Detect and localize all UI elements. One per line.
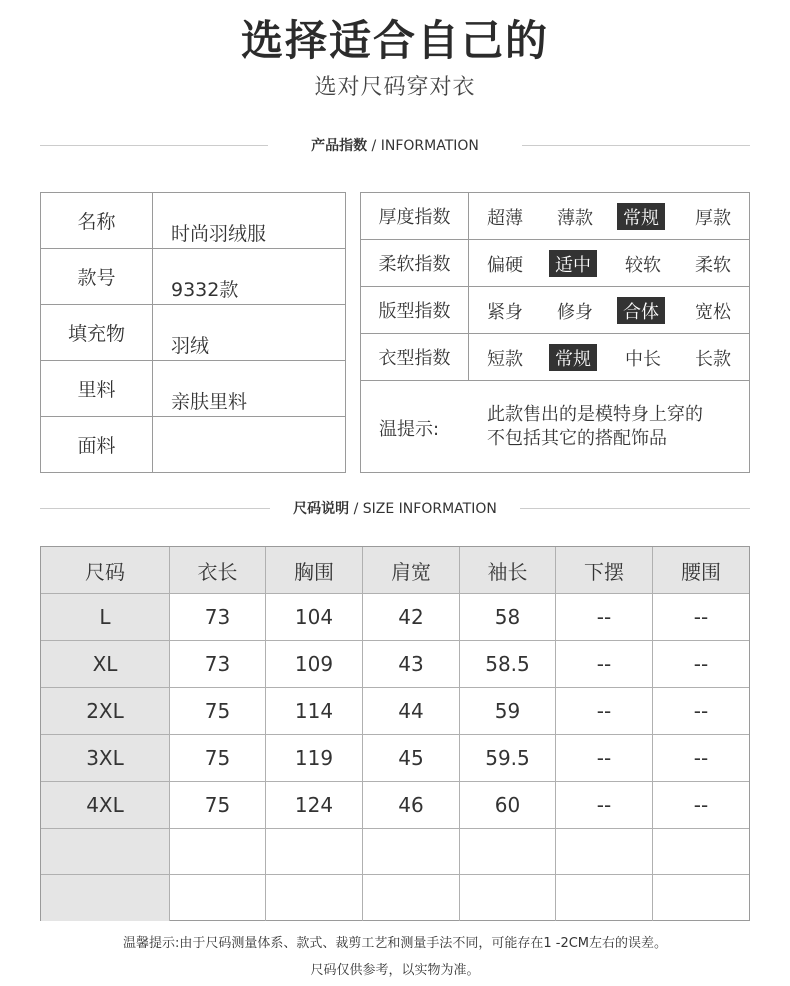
product-section-title-en: / INFORMATION [367, 138, 479, 154]
table-cell [41, 875, 170, 921]
footer-note: 温馨提示:由于尺码测量体系、款式、裁剪工艺和测量手法不同，可能存在1 -2CM左右的误差。 [122, 936, 668, 951]
info-row-lining [41, 361, 345, 417]
index-option-selected: 常规 [549, 344, 597, 371]
index-option: 厚款 [695, 207, 731, 229]
table-cell: -- [556, 782, 653, 828]
footer-reference-note: 尺码仅供参考，以实物为准。 [310, 963, 480, 978]
table-row [41, 782, 749, 829]
table-cell [41, 829, 170, 874]
info-label: 名称 [41, 193, 153, 248]
info-row-style-no [41, 249, 345, 305]
index-row-softness [361, 240, 749, 287]
index-option-selected: 常规 [617, 203, 665, 230]
table-cell [460, 875, 556, 921]
table-cell [266, 829, 363, 874]
table-cell [556, 829, 653, 874]
info-value: 羽绒 [171, 335, 210, 357]
table-cell: -- [693, 652, 709, 676]
index-label: 版型指数 [361, 287, 469, 333]
size-section-header [40, 498, 750, 520]
table-cell [363, 875, 460, 921]
table-header-cell: 胸围 [266, 547, 363, 593]
table-cell: 59 [460, 688, 556, 734]
table-cell: 104 [266, 594, 363, 640]
info-row-fabric [41, 417, 345, 472]
page-subtitle: 选对尺码穿对衣 [314, 75, 476, 100]
table-cell: -- [693, 605, 709, 629]
table-cell: 58.5 [460, 641, 556, 687]
index-option: 偏硬 [487, 254, 523, 276]
table-header-row [41, 547, 749, 594]
product-section-title-cn: 产品指数 [311, 138, 368, 154]
info-label: 填充物 [41, 305, 153, 360]
tip-line-2: 不包括其它的搭配饰品 [487, 428, 667, 449]
table-cell [363, 829, 460, 874]
table-cell [170, 829, 266, 874]
table-cell: 45 [363, 735, 460, 781]
table-row [41, 594, 749, 641]
table-cell: 46 [363, 782, 460, 828]
table-row [41, 688, 749, 735]
index-option: 超薄 [487, 207, 523, 229]
table-cell: -- [556, 735, 653, 781]
table-cell: -- [556, 688, 653, 734]
index-option: 短款 [487, 348, 523, 370]
info-label: 面料 [41, 417, 153, 472]
table-cell: -- [556, 594, 653, 640]
table-cell: 73 [170, 641, 266, 687]
product-index-table [360, 192, 750, 473]
product-section-header [40, 135, 750, 157]
table-cell: 119 [266, 735, 363, 781]
size-table [40, 546, 750, 921]
index-option: 紧身 [487, 301, 523, 323]
table-cell: L [41, 594, 170, 640]
info-value: 时尚羽绒服 [171, 223, 267, 245]
table-cell [556, 875, 653, 921]
table-cell: 42 [363, 594, 460, 640]
table-cell: 3XL [41, 735, 170, 781]
index-option: 薄款 [557, 207, 593, 229]
index-label: 柔软指数 [361, 240, 469, 286]
table-cell: 75 [170, 688, 266, 734]
index-option-selected: 合体 [617, 297, 665, 324]
index-row-thickness [361, 193, 749, 240]
index-option: 长款 [695, 348, 731, 370]
table-cell [653, 875, 749, 921]
index-option-selected: 适中 [549, 250, 597, 277]
index-option: 修身 [557, 301, 593, 323]
size-section-title-en: / SIZE INFORMATION [349, 501, 497, 517]
table-header-cell: 衣长 [170, 547, 266, 593]
info-row-name [41, 193, 345, 249]
index-option: 较软 [625, 254, 661, 276]
table-cell: 44 [363, 688, 460, 734]
table-header-cell: 肩宽 [363, 547, 460, 593]
table-row [41, 829, 749, 875]
table-header-cell: 下摆 [556, 547, 653, 593]
table-cell: -- [556, 641, 653, 687]
table-cell: 58 [460, 594, 556, 640]
table-header-cell: 尺码 [41, 547, 170, 593]
index-label: 厚度指数 [361, 193, 469, 239]
table-cell [653, 829, 749, 874]
table-cell: 60 [460, 782, 556, 828]
table-cell: 43 [363, 641, 460, 687]
page-title: 选择适合自己的 [240, 16, 549, 65]
table-cell: 124 [266, 782, 363, 828]
table-cell [170, 875, 266, 921]
index-row-fit [361, 287, 749, 334]
tip-text [487, 403, 703, 451]
table-cell: 4XL [41, 782, 170, 828]
info-value: 9332款 [171, 279, 239, 301]
table-cell: -- [693, 699, 709, 723]
table-cell [460, 829, 556, 874]
table-cell: 75 [170, 735, 266, 781]
index-label: 衣型指数 [361, 334, 469, 380]
info-label: 款号 [41, 249, 153, 304]
table-header-cell: 腰围 [681, 559, 721, 584]
table-row [41, 641, 749, 688]
table-cell: 59.5 [460, 735, 556, 781]
table-cell: 75 [170, 782, 266, 828]
info-row-filling [41, 305, 345, 361]
size-section-title-cn: 尺码说明 [293, 501, 350, 517]
table-row [41, 875, 749, 921]
index-option: 中长 [625, 348, 661, 370]
table-cell: -- [693, 793, 709, 817]
index-row-length [361, 334, 749, 381]
product-section-title [40, 135, 750, 157]
table-row [41, 735, 749, 782]
table-cell: 114 [266, 688, 363, 734]
table-cell: XL [41, 641, 170, 687]
info-label: 里料 [41, 361, 153, 416]
table-cell: -- [693, 746, 709, 770]
product-info-table [40, 192, 346, 473]
table-cell: 2XL [41, 688, 170, 734]
info-value: 亲肤里料 [171, 391, 248, 413]
table-cell: 73 [170, 594, 266, 640]
index-option: 柔软 [695, 254, 731, 276]
tip-label: 温提示: [379, 419, 440, 440]
index-option: 宽松 [695, 301, 731, 323]
table-header-cell: 袖长 [460, 547, 556, 593]
tip-line-1: 此款售出的是模特身上穿的 [487, 404, 703, 425]
table-cell: 109 [266, 641, 363, 687]
size-section-title [40, 498, 750, 520]
table-cell [266, 875, 363, 921]
